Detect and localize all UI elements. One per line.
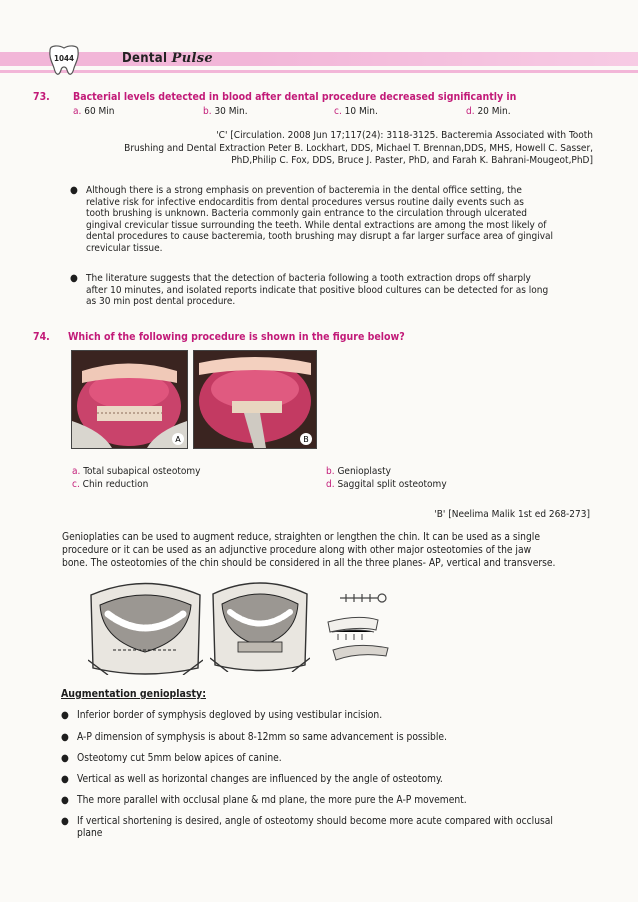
running-title: [122, 51, 213, 66]
question-text: Which of the following procedure is shown in the figure below?: [68, 331, 405, 343]
option-a: a. Total subapical osteotomy: [72, 466, 201, 477]
option-c: c. Chin reduction: [72, 479, 149, 490]
answer-reference: 'C' [Circulation. 2008 Jun 17;117(24): 3118-3125. Bacteremia Associated with Tooth Brushing and Dental Extraction Peter B. Lockhart, DDS, Michael T. Brennan,DDS, MHS, Howell C. Sasser, PhD,Philip C. Fox, DDS, Bruce J. Paster, PhD, and Farah K. Bahrani-Mougeot,PhD]: [124, 130, 593, 166]
bullet-point: ● A-P dimension of symphysis is about 8-12mm so same advancement is possible.: [61, 732, 447, 743]
explanation-paragraph: Genioplaties can be used to augment reduce, straighten or lengthen the chin. It can be used as a single procedure or it can be used as an adjunctive procedure along with other major osteotomies of the jaw bone. The osteotomies of the chin should be considered in all the three planes- AP, vertical and transverse.: [62, 532, 556, 569]
option-b: b. 30 Min.: [203, 106, 248, 117]
section-heading: Augmentation genioplasty:: [61, 688, 206, 700]
question-number: 74.: [33, 331, 50, 343]
bullet-point: ● If vertical shortening is desired, angle of osteotomy should become more acute compared with occlusal plane: [61, 816, 553, 839]
mandible-illustration: [318, 590, 398, 665]
option-b: b. Genioplasty: [326, 466, 391, 477]
genioplasty-illustration-2: [210, 580, 310, 672]
question-text: Bacterial levels detected in blood after dental procedure decreased significantly in: [73, 91, 517, 103]
answer-reference: 'B' [Neelima Malik 1st ed 268-273]: [434, 509, 590, 520]
figure-label-b: B: [303, 435, 309, 444]
question-number: 73.: [33, 91, 50, 103]
clinical-photo-a: [71, 350, 188, 449]
bullet-point: ● Osteotomy cut 5mm below apices of canine.: [61, 753, 282, 764]
bullet-point: ● The more parallel with occlusal plane & md plane, the more pure the A-P movement.: [61, 795, 467, 806]
clinical-photo-b: [193, 350, 317, 449]
option-c: c. 10 Min.: [334, 106, 378, 117]
option-d: d. Saggital split osteotomy: [326, 479, 447, 490]
bullet-point: ● Inferior border of symphysis degloved by using vestibular incision.: [61, 710, 383, 721]
option-a: a. 60 Min: [73, 106, 115, 117]
bullet-paragraph: ● The literature suggests that the detection of bacteria following a tooth extraction drops off sharply after 10 minutes, and isolated reports indicate that positive blood cultures can be detected for as long as 30 min post dental procedure.: [70, 273, 549, 308]
header-band-fade: [250, 52, 638, 66]
option-d: d. 20 Min.: [466, 106, 511, 117]
figure-label-a: A: [175, 435, 181, 444]
title-plain: Dental: [122, 51, 172, 66]
genioplasty-illustration-1: [88, 580, 203, 675]
bullet-point: ● Vertical as well as horizontal changes are influenced by the angle of osteotomy.: [61, 774, 443, 785]
page-number: 1044: [53, 54, 75, 63]
title-script: Pulse: [171, 51, 213, 66]
header-rule: [0, 70, 638, 73]
bullet-paragraph: ● Although there is a strong emphasis on prevention of bacteremia in the dental office setting, the relative risk for infective endocarditis from dental procedures versus routine daily events such as tooth brushing is unknown. Bacteria commonly gain entrance to the circulation through ulcerated gingival crevicular tissue surrounding the teeth. While dental extractions are among the most likely of dental procedures to cause bacteremia, tooth brushing may disrupt a far larger surface area of gingival crevicular tissue.: [70, 185, 554, 254]
